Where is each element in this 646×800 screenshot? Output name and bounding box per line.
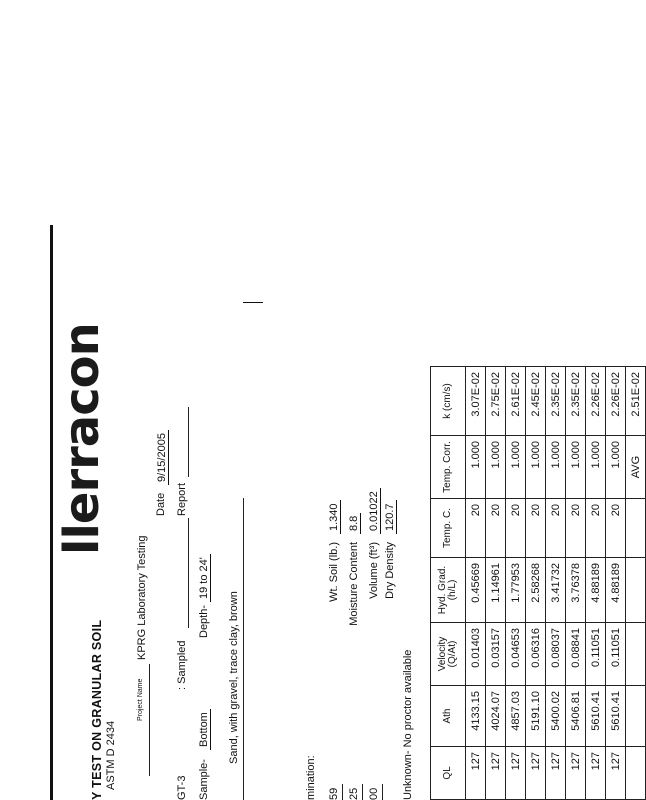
table-cell: 1.000 [526, 436, 546, 499]
table-cell: 4133.15 [466, 686, 486, 747]
date-label: Date [155, 492, 167, 516]
table-cell: 2.75E-02 [486, 367, 506, 436]
project-name-underline [149, 664, 150, 776]
table-cell: 1.000 [466, 436, 486, 499]
report-underline [188, 407, 189, 477]
table-cell: 4.88189 [606, 558, 626, 623]
table-cell: 127 [466, 747, 486, 800]
table-cell: 20 [586, 499, 606, 558]
sampled-label: : Sampled [176, 640, 188, 690]
determination-label: mination: [305, 755, 317, 800]
table-cell: 0.45669 [466, 558, 486, 623]
table-cell: 2.35E-02 [566, 367, 586, 436]
table-cell-empty [626, 499, 646, 558]
table-cell: 20 [546, 499, 566, 558]
determination-left-value-1: 59 [328, 787, 340, 800]
table-cell: 1.000 [486, 436, 506, 499]
report-label: Report [176, 482, 188, 516]
table-cell: 127 [586, 747, 606, 800]
table-row [606, 367, 626, 800]
depth-label: Depth- [198, 604, 210, 638]
table-cell: 1.000 [586, 436, 606, 499]
table-body [466, 367, 646, 800]
table-cell: 5406.81 [566, 686, 586, 747]
sample-value: Bottom [198, 709, 211, 750]
date-value: 9/15/2005 [156, 430, 169, 485]
table-header-row [431, 367, 466, 800]
table-cell: 1.000 [566, 436, 586, 499]
wt-soil-value: 1.340 [328, 500, 341, 534]
volume-label: Volume (ft³) [368, 542, 380, 599]
table-cell: 4857.03 [506, 686, 526, 747]
moisture-content-label: Moisture Content [348, 542, 360, 626]
table-cell: 5191.10 [526, 686, 546, 747]
sampled-underline [188, 518, 189, 628]
table-cell-empty [626, 686, 646, 747]
table-row [466, 367, 486, 800]
table-cell: 127 [486, 747, 506, 800]
table-row [586, 367, 606, 800]
boring-label: GT-3 [176, 775, 188, 800]
table-row [526, 367, 546, 800]
table-row [546, 367, 566, 800]
avg-value: 2.51E-02 [626, 367, 646, 436]
table-cell: 127 [606, 747, 626, 800]
table-cell: 1.000 [606, 436, 626, 499]
table-cell: 4024.07 [486, 686, 506, 747]
table-cell: 1.14961 [486, 558, 506, 623]
table-cell: 20 [606, 499, 626, 558]
table-cell: 2.26E-02 [586, 367, 606, 436]
table-cell: 2.45E-02 [526, 367, 546, 436]
table-row [486, 367, 506, 800]
col-header-temp-c: Temp. C. [431, 499, 466, 558]
permeability-results-table [430, 366, 646, 800]
table-cell-empty [626, 558, 646, 623]
table-cell: 0.11051 [606, 623, 626, 686]
table-cell: 5400.02 [546, 686, 566, 747]
table-cell: 0.03157 [486, 623, 506, 686]
col-header-temp-corr: Temp. Corr. [431, 436, 466, 499]
table-cell: 1.77953 [506, 558, 526, 623]
table-cell: 5610.41 [586, 686, 606, 747]
page-frame-top [50, 225, 53, 800]
table-cell: 127 [506, 747, 526, 800]
rotated-report-page [50, 220, 642, 800]
table-cell: 20 [566, 499, 586, 558]
table-cell: 3.07E-02 [466, 367, 486, 436]
table-cell: 2.61E-02 [506, 367, 526, 436]
dry-density-label: Dry Density [384, 542, 396, 599]
table-cell: 2.58268 [526, 558, 546, 623]
col-header-hyd-grad: Hyd. Grad. (h/L) [431, 558, 466, 623]
table-cell: 2.26E-02 [606, 367, 626, 436]
col-header-velocity: Velocity (Q/At) [431, 623, 466, 686]
astm-standard: ASTM D 2434 [105, 720, 117, 790]
table-cell: 1.000 [506, 436, 526, 499]
table-cell-empty [626, 747, 646, 800]
project-name-value: KPRG Laboratory Testing [136, 535, 148, 660]
dry-density-value: 120.7 [384, 500, 397, 534]
table-cell: 127 [546, 747, 566, 800]
table-cell: 3.41732 [546, 558, 566, 623]
avg-label: AVG [626, 436, 646, 499]
determination-left-value-2: 25 [348, 787, 360, 800]
table-cell: 1.000 [546, 436, 566, 499]
moisture-content-value: 8.8 [348, 513, 361, 534]
table-cell: 127 [566, 747, 586, 800]
proctor-note: Unknown- No proctor available [402, 649, 414, 800]
table-cell: 20 [486, 499, 506, 558]
report-title: Y TEST ON GRANULAR SOIL [90, 619, 104, 800]
depth-value: 19 to 24' [198, 554, 211, 602]
table-cell: 4.88189 [586, 558, 606, 623]
wt-soil-label: Wt. Soil (lb.) [328, 542, 340, 602]
table-cell: 3.76378 [566, 558, 586, 623]
volume-value: 0.01022 [368, 488, 381, 534]
col-header-k: k (cm/s) [431, 367, 466, 436]
table-cell: 127 [526, 747, 546, 800]
project-name-caption: Project Name [137, 678, 144, 721]
table-cell: 0.04653 [506, 623, 526, 686]
determination-left-value-3: 00 [368, 787, 380, 800]
table-cell-empty [626, 623, 646, 686]
col-header-ql: QL [431, 747, 466, 800]
table-row [566, 367, 586, 800]
table-avg-row [626, 367, 646, 800]
table-cell: 20 [506, 499, 526, 558]
terracon-logo: llerracon [54, 323, 110, 555]
table-cell: 2.35E-02 [546, 367, 566, 436]
sample-label: Sample- [198, 759, 210, 800]
soil-description: Sand, with gravel, trace clay, brown [228, 591, 240, 764]
table-cell: 0.08841 [566, 623, 586, 686]
table-cell: 0.08037 [546, 623, 566, 686]
description-underline [243, 498, 244, 800]
table-cell: 20 [526, 499, 546, 558]
table-cell: 0.06316 [526, 623, 546, 686]
table-cell: 0.01403 [466, 623, 486, 686]
table-cell: 20 [466, 499, 486, 558]
table-cell: 0.11051 [586, 623, 606, 686]
table-cell: 5610.41 [606, 686, 626, 747]
table-row [506, 367, 526, 800]
col-header-ath: Ath [431, 686, 466, 747]
